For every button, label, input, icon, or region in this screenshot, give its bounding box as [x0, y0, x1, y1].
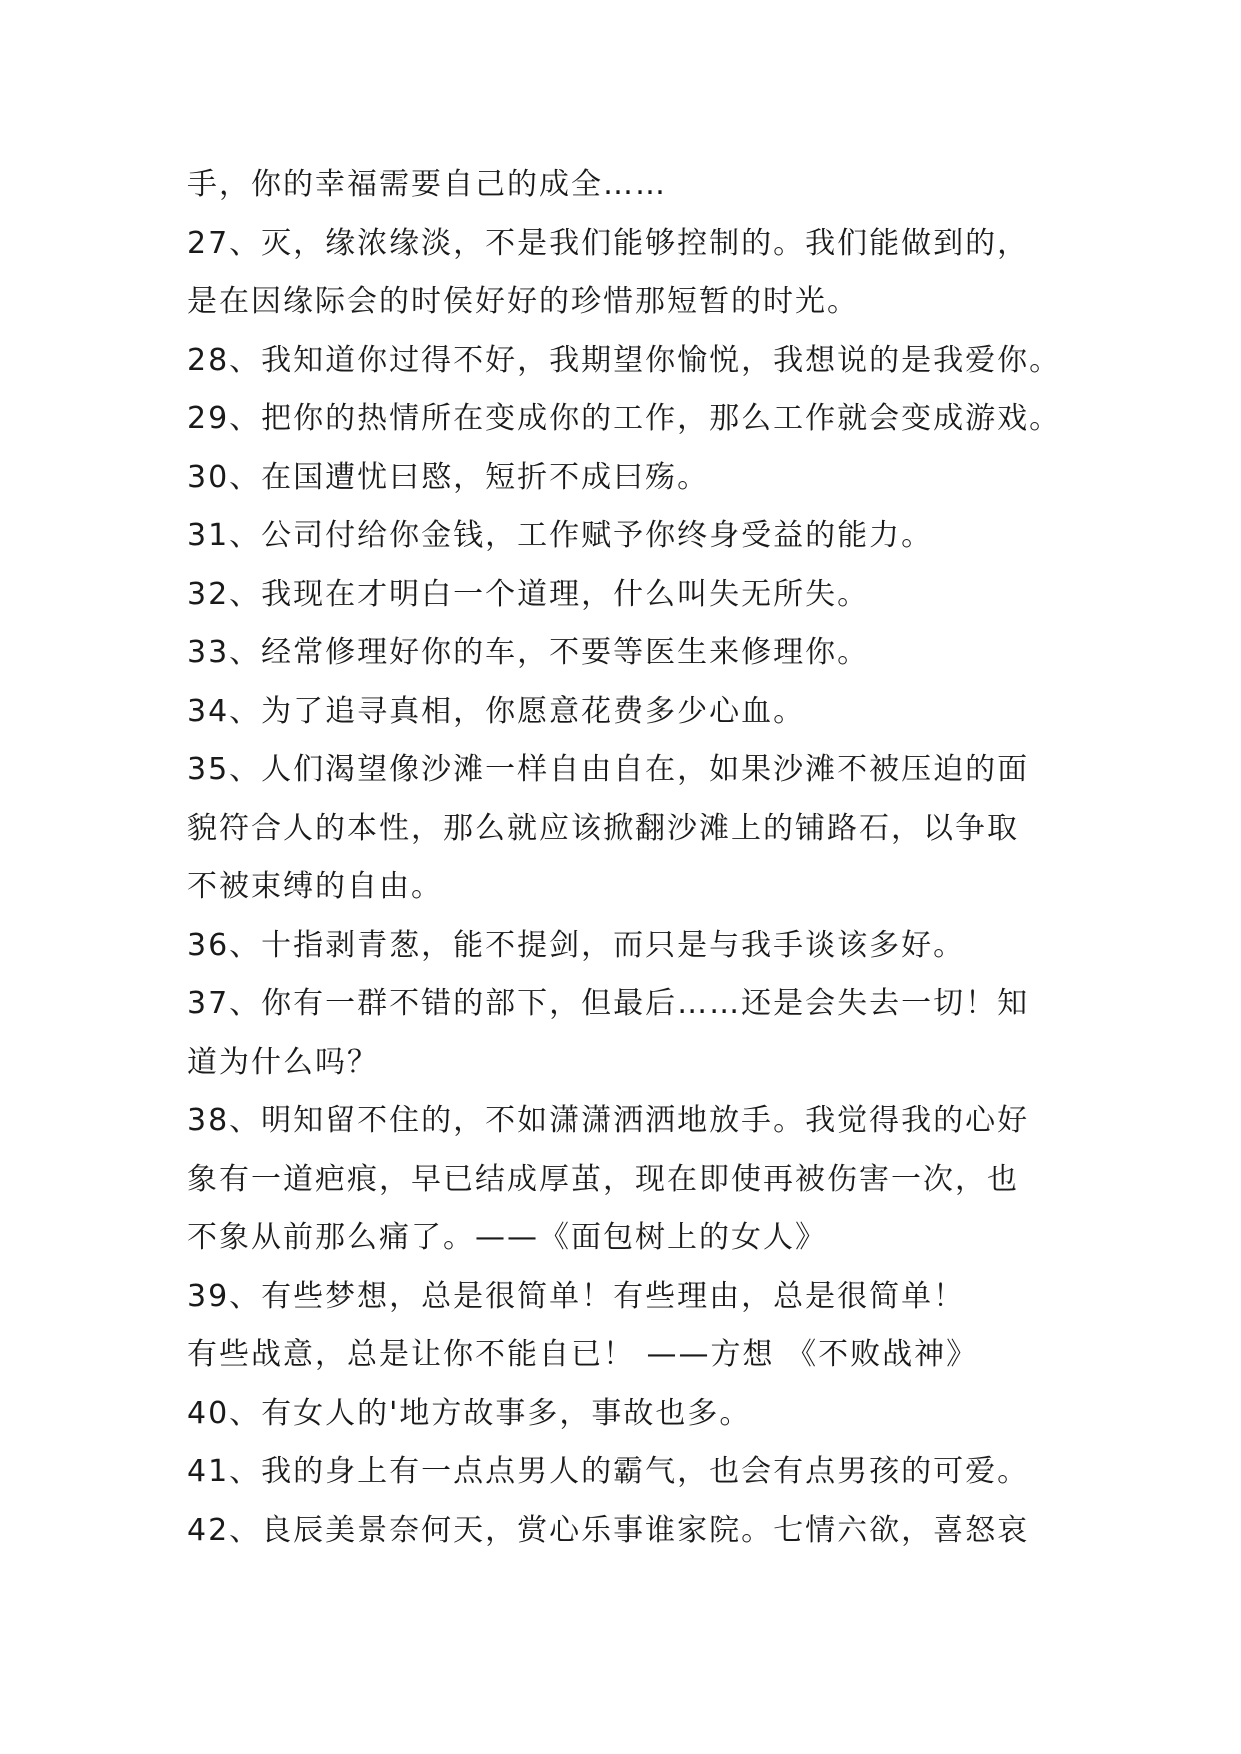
text-line: 37、你有一群不错的部下，但最后……还是会失去一切！知 [187, 986, 1030, 1021]
text-line: 40、有女人的'地方故事多，事故也多。 [187, 1395, 752, 1431]
text-line: 29、把你的热情所在变成你的工作，那么工作就会变成游戏。 [187, 401, 1062, 436]
text-line: 30、在国遭忧曰愍，短折不成曰殇。 [187, 459, 710, 495]
text-line: 不象从前那么痛了。——《面包树上的女人》 [187, 1220, 827, 1255]
text-line: 貌符合人的本性，那么就应该掀翻沙滩上的铺路石，以争取 [187, 810, 1019, 846]
text-line: 41、我的身上有一点点男人的霸气，也会有点男孩的可爱。 [187, 1454, 1030, 1489]
text-line: 32、我现在才明白一个道理，什么叫失无所失。 [187, 576, 870, 612]
text-line: 不被束缚的自由。 [187, 869, 443, 904]
text-line: 是在因缘际会的时侯好好的珍惜那短暂的时光。 [187, 284, 859, 319]
text-line: 道为什么吗？ [187, 1044, 379, 1080]
text-line: 有些战意，总是让你不能自已！ ——方想 《不败战神》 [187, 1337, 979, 1372]
text-line: 42、良辰美景奈何天，赏心乐事谁家院。七情六欲，喜怒哀 [187, 1512, 1030, 1548]
text-line: 33、经常修理好你的车，不要等医生来修理你。 [187, 635, 870, 670]
text-line: 象有一道疤痕，早已结成厚茧，现在即使再被伤害一次，也 [187, 1161, 1019, 1197]
text-line: 35、人们渴望像沙滩一样自由自在，如果沙滩不被压迫的面 [187, 752, 1030, 787]
text-line: 27、灭，缘浓缘淡，不是我们能够控制的。我们能做到的， [187, 225, 1030, 261]
text-line: 38、明知留不住的，不如潇潇洒洒地放手。我觉得我的心好 [187, 1103, 1030, 1138]
text-line: 36、十指剥青葱，能不提剑，而只是与我手谈该多好。 [187, 927, 966, 963]
text-line: 31、公司付给你金钱，工作赋予你终身受益的能力。 [187, 518, 934, 553]
text-line: 手，你的幸福需要自己的成全…… [187, 167, 667, 202]
text-line: 39、有些梦想，总是很简单！有些理由，总是很简单！ [187, 1278, 966, 1314]
body-text [187, 156, 1087, 1560]
text-line: 34、为了追寻真相，你愿意花费多少心血。 [187, 693, 806, 729]
text-line: 28、我知道你过得不好，我期望你愉悦，我想说的是我爱你。 [187, 342, 1062, 378]
